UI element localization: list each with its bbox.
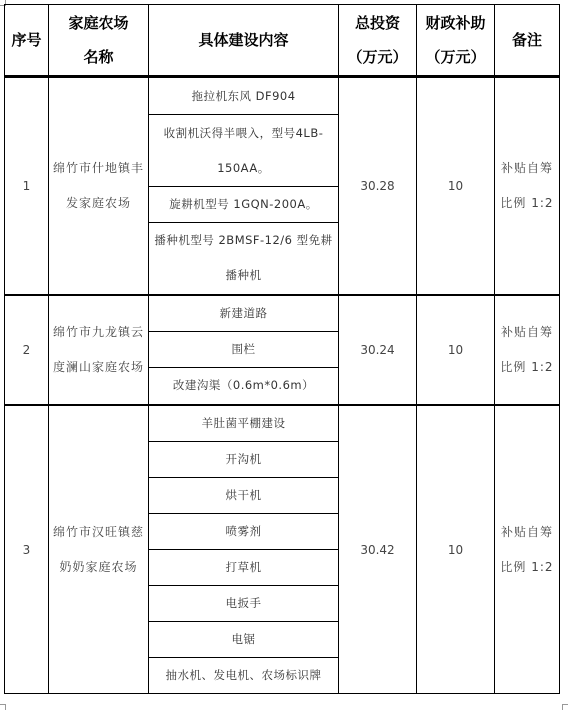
table-row (5, 405, 560, 442)
header-note: 备注 (495, 5, 560, 77)
row-subsidy: 10 (417, 405, 495, 694)
crop-mark-bottom-left (0, 704, 6, 710)
header-content: 具体建设内容 (149, 5, 339, 77)
content-item: 旋耕机型号 1GQN-200A。 (149, 187, 339, 223)
row-farm-name: 绵竹市九龙镇云度澜山家庭农场 (49, 295, 149, 406)
row-seq: 1 (5, 77, 49, 295)
content-item: 羊肚菌平棚建设 (149, 405, 339, 442)
table-row (5, 77, 560, 115)
content-item: 播种机型号 2BMSF-12/6 型免耕播种机 (149, 223, 339, 295)
content-item: 收割机沃得半喂入，型号4LB-150AA。 (149, 115, 339, 187)
content-item: 烘干机 (149, 478, 339, 514)
content-item: 电扳手 (149, 586, 339, 622)
row-subsidy: 10 (417, 77, 495, 295)
row-note: 补贴自筹比例 1:2 (495, 295, 560, 406)
row-total-investment: 30.42 (339, 405, 417, 694)
row-farm-name: 绵竹市什地镇丰发家庭农场 (49, 77, 149, 295)
row-subsidy: 10 (417, 295, 495, 406)
content-item: 新建道路 (149, 295, 339, 332)
content-item: 抽水机、发电机、农场标识牌 (149, 658, 339, 694)
row-note: 补贴自筹比例 1:2 (495, 405, 560, 694)
table-header-row (5, 5, 560, 77)
content-item: 拖拉机东风 DF904 (149, 77, 339, 115)
header-total-investment: 总投资 （万元） (339, 5, 417, 77)
row-total-investment: 30.28 (339, 77, 417, 295)
content-item: 电锯 (149, 622, 339, 658)
content-item: 改建沟渠（0.6m*0.6m） (149, 367, 339, 405)
crop-mark-bottom-right (562, 704, 568, 710)
content-item: 围栏 (149, 331, 339, 367)
header-farm-name: 家庭农场 名称 (49, 5, 149, 77)
farm-subsidy-table (4, 4, 560, 694)
row-farm-name: 绵竹市汉旺镇慈奶奶家庭农场 (49, 405, 149, 694)
row-seq: 2 (5, 295, 49, 406)
table-row (5, 295, 560, 332)
header-seq: 序号 (5, 5, 49, 77)
content-item: 喷雾剂 (149, 514, 339, 550)
row-seq: 3 (5, 405, 49, 694)
content-item: 打草机 (149, 550, 339, 586)
row-note: 补贴自筹比例 1:2 (495, 77, 560, 295)
row-total-investment: 30.24 (339, 295, 417, 406)
header-subsidy: 财政补助 （万元） (417, 5, 495, 77)
content-item: 开沟机 (149, 442, 339, 478)
